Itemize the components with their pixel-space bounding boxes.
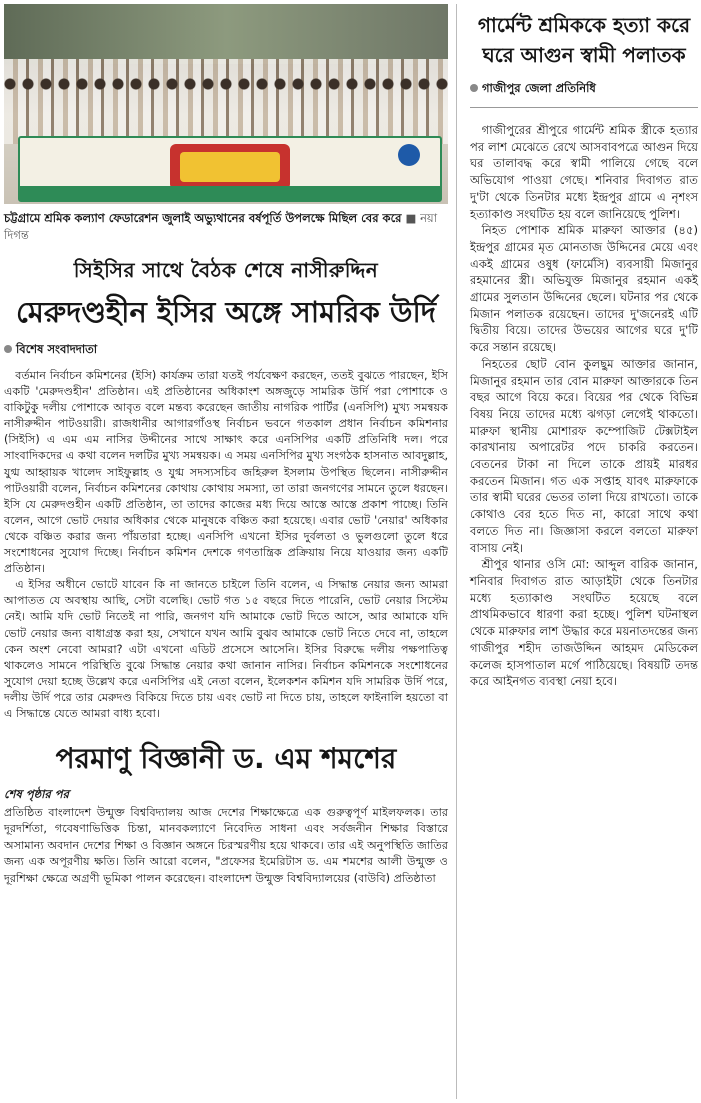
- right-paragraph: নিহত পোশাক শ্রমিক মারুফা আক্তার (৪৫) ইন্দ্রপুর গ্রামের মৃত মোনতাজ উদ্দিনের মেয়ে এবং একই গ্রামের ওষুধ (ফার্মেসি) ব্যবসায়ী মিজানুর রহমানের স্ত্রী। অভিযুক্ত মিজানুর রহমান একই গ্রামের সুলতান উদ্দিনের ছেলে। ঘটনার পর থেকে মিজান পলাতক রয়েছেন। তাদের দু'জনেরই এটি দ্বিতীয় বিয়ে। তাদের উভয়ের আগের ঘরে দু'টি করে সন্তান রয়েছে।: [470, 223, 698, 355]
- second-body: [4, 805, 448, 887]
- right-paragraph: নিহতের ছোট বোন কুলছুম আক্তার জানান, মিজানুর রহমান তার বোন মারুফা আক্তারকে তিন বছর আগে বিয়ে করে। বিয়ের পর থেকে বিভিন্ন বিষয় নিয়ে তাদের মধ্যে ঝগড়া লেগেই থাকতো। মারুফা স্থানীয় মোশারফ কম্পোজিট টেক্সটাইল কারখানায় অপারেটর পদে চাকরি করতেন। বেতনের টাকা না দিলে তাকে প্রায়ই মারধর করতেন মিজান। গত এক সপ্তাহ যাবৎ মারুফাকে তার স্বামী ঘরের ভেতর তালা দিয়ে রাখতো। তাকে কোথাও বের হতে দিত না, কারো সাথে কথা বলতে দিত না। জিজ্ঞাসা করলে বলতো মারুফা বাসায় নেই।: [470, 356, 698, 555]
- byline-rule: [470, 107, 698, 108]
- banner-stripe: [20, 186, 440, 200]
- lead-paragraph: এ ইসির অধীনে ভোটে যাবেন কি না জানতে চাইলে তিনি বলেন, এ সিদ্ধান্ত নেয়ার জন্য আমরা আপাতত যে অবস্থায় আছি, সেটা বলেছি। ভোট গত ১৫ বছরে দিতে পারেনি, ভোট নেয়ার সিস্টেম নেই। আমি যদি ভোট নিতেই না পারি, জনগণ যদি আমাকে ভোট দিতে আসে, আর আমাকে যদি ভোট নেয়ার জন্য বাধাগ্রস্ত করা হয়, সেখানে যখন আমি বুঝব আমাকে ভোট নিতে দেবে না, তাহলে কেন অংশ নেবো আমরা? এটা এখনো এডিট প্রসেসে আসেনি। ইসির বিরুদ্ধে দলীয় পক্ষপাতিত্ব থাকলেও সামনে পরিস্থিতি বুঝে সিদ্ধান্ত নেয়ার কথা জানান নাসির। নির্বাচন কমিশনকে সংশোধনের সুযোগ দেয়া হচ্ছে উল্লেখ করে এনসিপির এই নেতা বলেন, ইলেকশন কমিশন যদি সামরিক উর্দি পরে, দলীয় উর্দি পরে তার মেরুদণ্ড বিকিয়ে দিতে চায় এবং ভোট না দিতে চায়, তাহলে ফাইনালি হয়তো বা এ সিদ্ধান্তে যেতে আমরা বাধ্য হবো।: [4, 578, 448, 720]
- right-column: [470, 4, 698, 690]
- lead-body: [4, 368, 448, 722]
- right-byline: গাজীপুর জেলা প্রতিনিধি: [470, 80, 698, 99]
- banner-seal-icon: [398, 144, 420, 166]
- column-divider: [456, 4, 457, 1099]
- continued-label: শেষ পৃষ্ঠার পর: [4, 787, 69, 802]
- caption-source: ■ নয়া দিগন্ত: [4, 211, 438, 242]
- rally-photo: [4, 4, 448, 204]
- right-body: [470, 122, 698, 690]
- photo-heads: [4, 74, 448, 104]
- caption-text: চট্টগ্রামে শ্রমিক কল্যাণ ফেডারেশন জুলাই অভ্যুথানের বর্ষপূর্তি উপলক্ষে মিছিল বের করে: [4, 211, 402, 225]
- photo-caption: [4, 210, 448, 244]
- rally-banner: [18, 136, 442, 202]
- left-column: [4, 4, 448, 887]
- lead-headline: মেরুদণ্ডহীন ইসির অঙ্গে সামরিক উর্দি: [16, 295, 436, 329]
- banner-logo-inner: [180, 152, 280, 182]
- lead-paragraph: বর্তমান নির্বাচন কমিশনের (ইসি) কার্যক্রম তারা যতই পর্যবেক্ষণ করছেন, ততই বুঝতে পারছেন, ইসি একটি 'মেরুদণ্ডহীন' প্রতিষ্ঠান। এই প্রতিষ্ঠানের অধিকাংশ অঙ্গজুড়ে সামরিক উর্দি পরা পোশাকে ও বাকিটুকু দলীয় পোশাকে আবৃত বলে মন্তব্য করেছেন জাতীয় নাগরিক পার্টির (এনসিপি) মুখ্য সমন্বয়ক নাসীরুদ্দীন পাটওয়ারী। রাজধানীর আগারগাঁওস্থ নির্বাচন ভবনে গতকাল প্রধান নির্বাচন কমিশনার (সিইসি) এ এম এম নাসির উদ্দীনের সাথে সাক্ষাৎ করে এনসিপির একটি প্রতিনিধি দল। পরে সাংবাদিকদের এ কথা বলেন দলটির মুখ্য সমন্বয়ক। এ সময় এনসিপির মুখ্য সংগঠক হাসনাত আবদুল্লাহ, যুগ্ম আহ্বায়ক খালেদ সাইফুল্লাহ ও যুগ্ম সদস্যসচিব জহিরুল ইসলাম উপস্থিত ছিলেন। নাসীরুদ্দীন পাটওয়ারী বলেন, নির্বাচন কমিশনের কোথায় কোথায় সমস্যা, তা তারা জনগণের সামনে তুলে ধরছেন। ইসি যে মেরুদণ্ডহীন একটি প্রতিষ্ঠান, তা তাদের কাজের মধ্য দিয়ে আস্তে আস্তে প্রকাশ পাচ্ছে। তিনি বলেন, আগে ভোট দেয়ার অধিকার থেকে মানুষকে বঞ্চিত করা হয়েছে। এবার ভোট 'নেয়ার' অধিকার থেকে বঞ্চিত করার জন্য পাঁয়তারা হচ্ছে। এনসিপি এখনো ইসির দুর্বলতা ও ভুলগুলো তুলে ধরে সংশোধনের সুযোগ দিচ্ছে। নির্বাচন কমিশন দেশকে গণতান্ত্রিক প্রক্রিয়ায় নিয়ে যাওয়ার জন্য একটি প্রতিষ্ঠান।: [4, 369, 448, 576]
- bullet-icon: [470, 84, 478, 92]
- right-headline: গার্মেন্ট শ্রমিককে হত্যা করে ঘরে আগুন স্বামী পলাতক: [477, 13, 691, 67]
- photo-background: [4, 4, 448, 64]
- lead-kicker: সিইসির সাথে বৈঠক শেষে নাসীরুদ্দিন: [73, 258, 379, 282]
- second-paragraph: প্রতিষ্ঠিত বাংলাদেশ উন্মুক্ত বিশ্ববিদ্যালয় আজ দেশের শিক্ষাক্ষেত্রে এক গুরুত্বপূর্ণ মাইলফলক। তার দূরদর্শিতা, গবেষণাভিত্তিক চিন্তা, মানবকল্যাণে নিবেদিত সাধনা এবং সর্বজনীন শিক্ষার বিস্তারে অসামান্য অবদান দেশের শিক্ষা ও বিজ্ঞান অঙ্গনে চিরস্মরণীয় হয়ে থাকবে। তার এই অনুপস্থিতি জাতির জন্য এক অপূরণীয় ক্ষতি। তিনি আরো বলেন, "প্রফেসর ইমেরিটাস ড. এম শমশের আলী উন্মুক্ত ও দূরশিক্ষা ক্ষেত্রে অগ্রণী ভূমিকা পালন করেছেন। বাংলাদেশ উন্মুক্ত বিশ্ববিদ্যালয়ের (বাউবি) প্রতিষ্ঠাতা: [4, 806, 448, 885]
- right-paragraph: শ্রীপুর থানার ওসি মো: আব্দুল বারিক জানান, শনিবার দিবাগত রাত আড়াইটা থেকে তিনটার মধ্যে হত্যাকাণ্ড সংঘটিত হয়েছে বলে প্রাথমিকভাবে ধারণা করা হচ্ছে। পুলিশ ঘটনাস্থল থেকে মারুফার লাশ উদ্ধার করে ময়নাতদন্তের জন্য গাজীপুর শহীদ তাজউদ্দিন আহমদ মেডিকেল কলেজ হাসপাতাল মর্গে পাঠিয়েছে। বিষয়টি তদন্ত করে আইনগত ব্যবস্থা নেয়া হবে।: [470, 557, 698, 689]
- lead-byline: বিশেষ সংবাদদাতা: [4, 341, 448, 360]
- second-headline: পরমাণু বিজ্ঞানী ড. এম শমশের: [55, 742, 397, 776]
- right-paragraph: গাজীপুরের শ্রীপুরে গার্মেন্ট শ্রমিক স্ত্রীকে হত্যার পর লাশ মেঝেতে রেখে আসবাবপত্রে আগুন দিয়ে ঘর তালাবদ্ধ করে স্বামী পালিয়ে গেছে বলে অভিযোগ পাওয়া গেছে। শনিবার দিবাগত রাত দু'টা থেকে তিনটার মধ্যে ইন্দ্রপুর গ্রামে এ নৃশংস হত্যাকাণ্ড সংঘটিত হয় বলে জানিয়েছে পুলিশ।: [470, 123, 698, 221]
- bullet-icon: [4, 345, 12, 353]
